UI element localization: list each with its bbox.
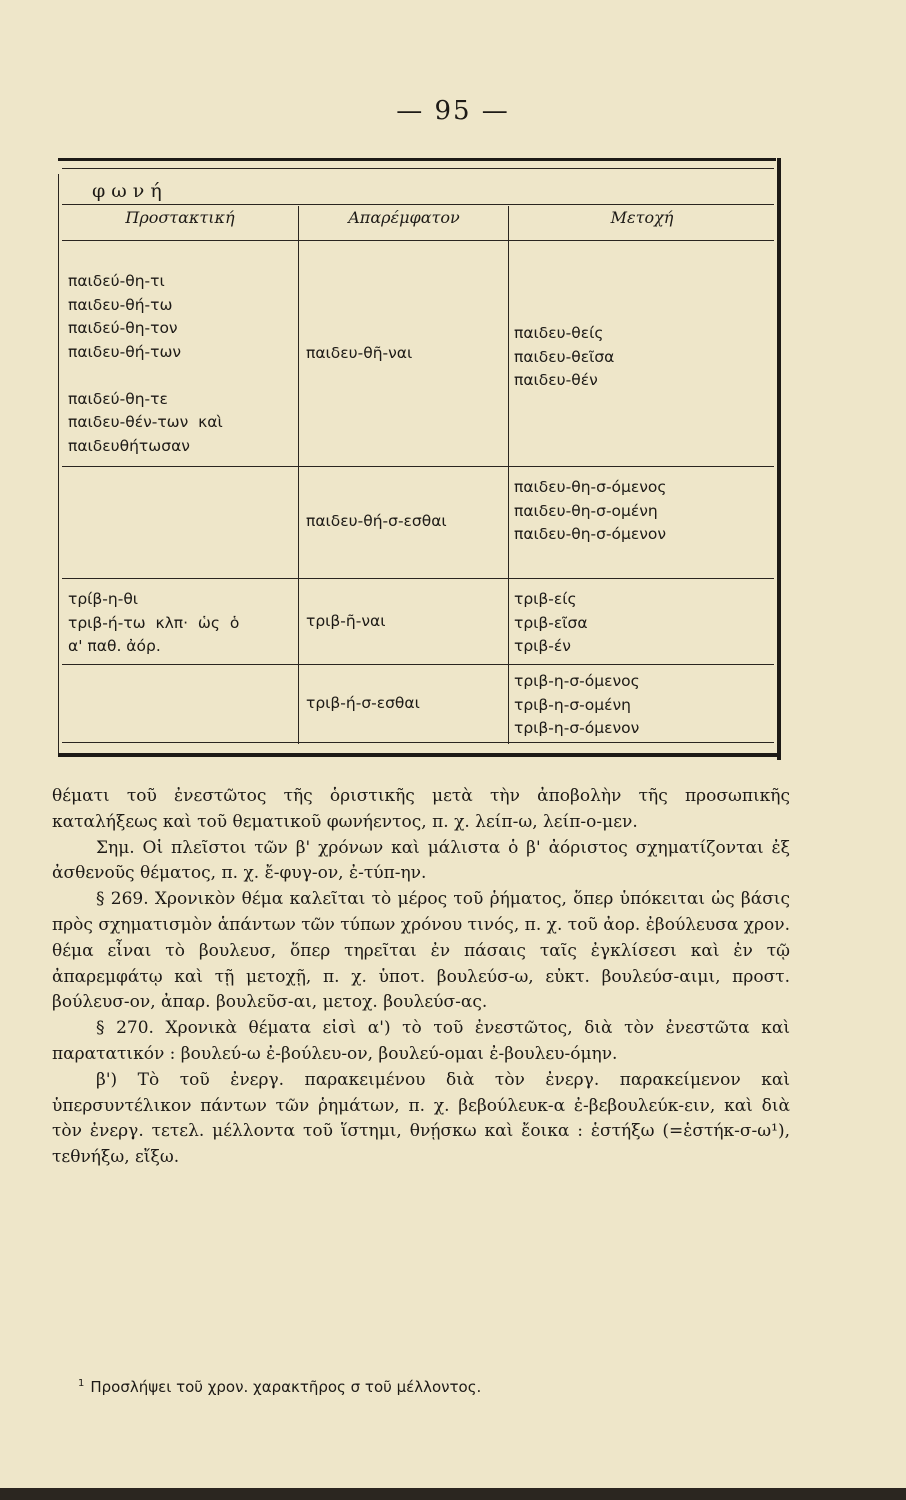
col2-divider [508,206,509,744]
header-rule [62,240,774,241]
voice-title: φωνή [92,180,168,202]
table-cell-infinitive: τριβ-ῆ-ναι [306,612,386,630]
header-participle: Μετοχή [610,208,674,227]
table-cell-infinitive: παιδευ-θή-σ-εσθαι [306,512,447,530]
table-cell-imperative: παιδεύ-θη-τι παιδευ-θή-τω παιδεύ-θη-τον παιδευ-θή-των παιδεύ-θη-τε παιδευ-θέν-των καὶ παιδευθήτωσαν [68,272,223,455]
table-right-border [777,158,781,760]
table-bottom-rule [58,753,780,757]
page-bottom-edge [0,1488,906,1500]
table-cell-infinitive: παιδευ-θῆ-ναι [306,344,413,362]
table-cell-infinitive: τριβ-ή-σ-εσθαι [306,694,420,712]
footnote-text: Προσλήψει τοῦ χρον. χαρακτῆρος σ τοῦ μέλλοντος. [90,1378,482,1396]
table-top-inner-rule [62,168,774,169]
header-infinitive: Απαρέμφατον [348,208,460,227]
table-cell-participle: τριβ-η-σ-όμενος τριβ-η-σ-ομένη τριβ-η-σ-όμενον [514,672,640,737]
row3-rule [62,664,774,665]
voice-rule [62,204,774,205]
row4-rule [62,742,774,743]
page-number: — 95 — [396,96,510,126]
table-cell-participle: παιδευ-θη-σ-όμενος παιδευ-θη-σ-ομένη παιδευ-θη-σ-όμενον [514,478,667,543]
paragraph-269: § 269. Χρονικὸν θέμα καλεῖται τὸ μέρος τοῦ ῥήματος, ὅπερ ὑπόκειται ὡς βάσις πρὸς σχηματισμὸν ἁπάντων τῶν τύπων χρόνου τινός, π. χ. τοῦ ἀορ. ἐβούλευσα χρον. θέμα εἶναι τὸ βουλευσ, ὅπερ τηρεῖται ἐν πάσαις ταῖς ἐγκλίσεσι καὶ ἐν τῷ ἀπαρεμφάτῳ καὶ τῇ μετοχῇ, π. χ. ὑποτ. βουλεύσ-ω, εὐκτ. βουλεύσ-αιμι, προστ. βούλευσ-ον, ἀπαρ. βουλεῦσ-αι, μετοχ. βουλεύσ-ας. [52,889,790,1013]
table-cell-participle: παιδευ-θείς παιδευ-θεῖσα παιδευ-θέν [514,324,615,389]
row2-rule [62,578,774,579]
paragraph-note: Σημ. Οἱ πλεῖστοι τῶν β' χρόνων καὶ μάλιστα ὁ β' ἀόριστος σχηματίζονται ἐξ ἀσθενοῦς θέματος, π. χ. ἔ-φυγ-ον, ἐ-τύπ-ην. [52,837,790,884]
footnote [78,1378,778,1396]
body-text [52,784,790,1171]
table-left-border [58,174,59,754]
table-cell-participle: τριβ-είς τριβ-εῖσα τριβ-έν [514,590,588,655]
paragraph-theme-continuation: θέματι τοῦ ἐνεστῶτος τῆς ὁριστικῆς μετὰ τὴν ἀποβολὴν τῆς προσωπικῆς καταλήξεως καὶ τοῦ θεματικοῦ φωνήεντος, π. χ. λείπ-ω, λείπ-ο-μεν. [52,786,790,832]
col1-divider [298,206,299,744]
paragraph-270: § 270. Χρονικὰ θέματα εἰσὶ α') τὸ τοῦ ἐνεστῶτος, διὰ τὸν ἐνεστῶτα καὶ παρατατικόν : βουλεύ-ω ἐ-βούλευ-ον, βουλεύ-ομαι ἐ-βουλευ-όμην. [52,1018,790,1064]
paragraph-270-b: β') Τὸ τοῦ ἐνεργ. παρακειμένου διὰ τὸν ἐνεργ. παρακείμενον καὶ ὑπερσυντέλικον πάντων τῶν ῥημάτων, π. χ. βεβούλευκ-α ἐ-βεβουλεύκ-ειν, καὶ διὰ τὸν ἐνεργ. τετελ. μέλλοντα τοῦ ἵστημι, θνῄσκω καὶ ἔοικα : ἑστήξω (=ἑστήκ-σ-ω¹), τεθνήξω, εἴξω. [52,1069,790,1168]
table-cell-imperative: τρίβ-η-θι τριβ-ή-τω κλπ· ὡς ὁ α' παθ. ἀόρ. [68,590,240,655]
header-imperative: Προστακτική [125,208,235,227]
row1-rule [62,466,774,467]
footnote-mark: 1 [78,1378,85,1389]
